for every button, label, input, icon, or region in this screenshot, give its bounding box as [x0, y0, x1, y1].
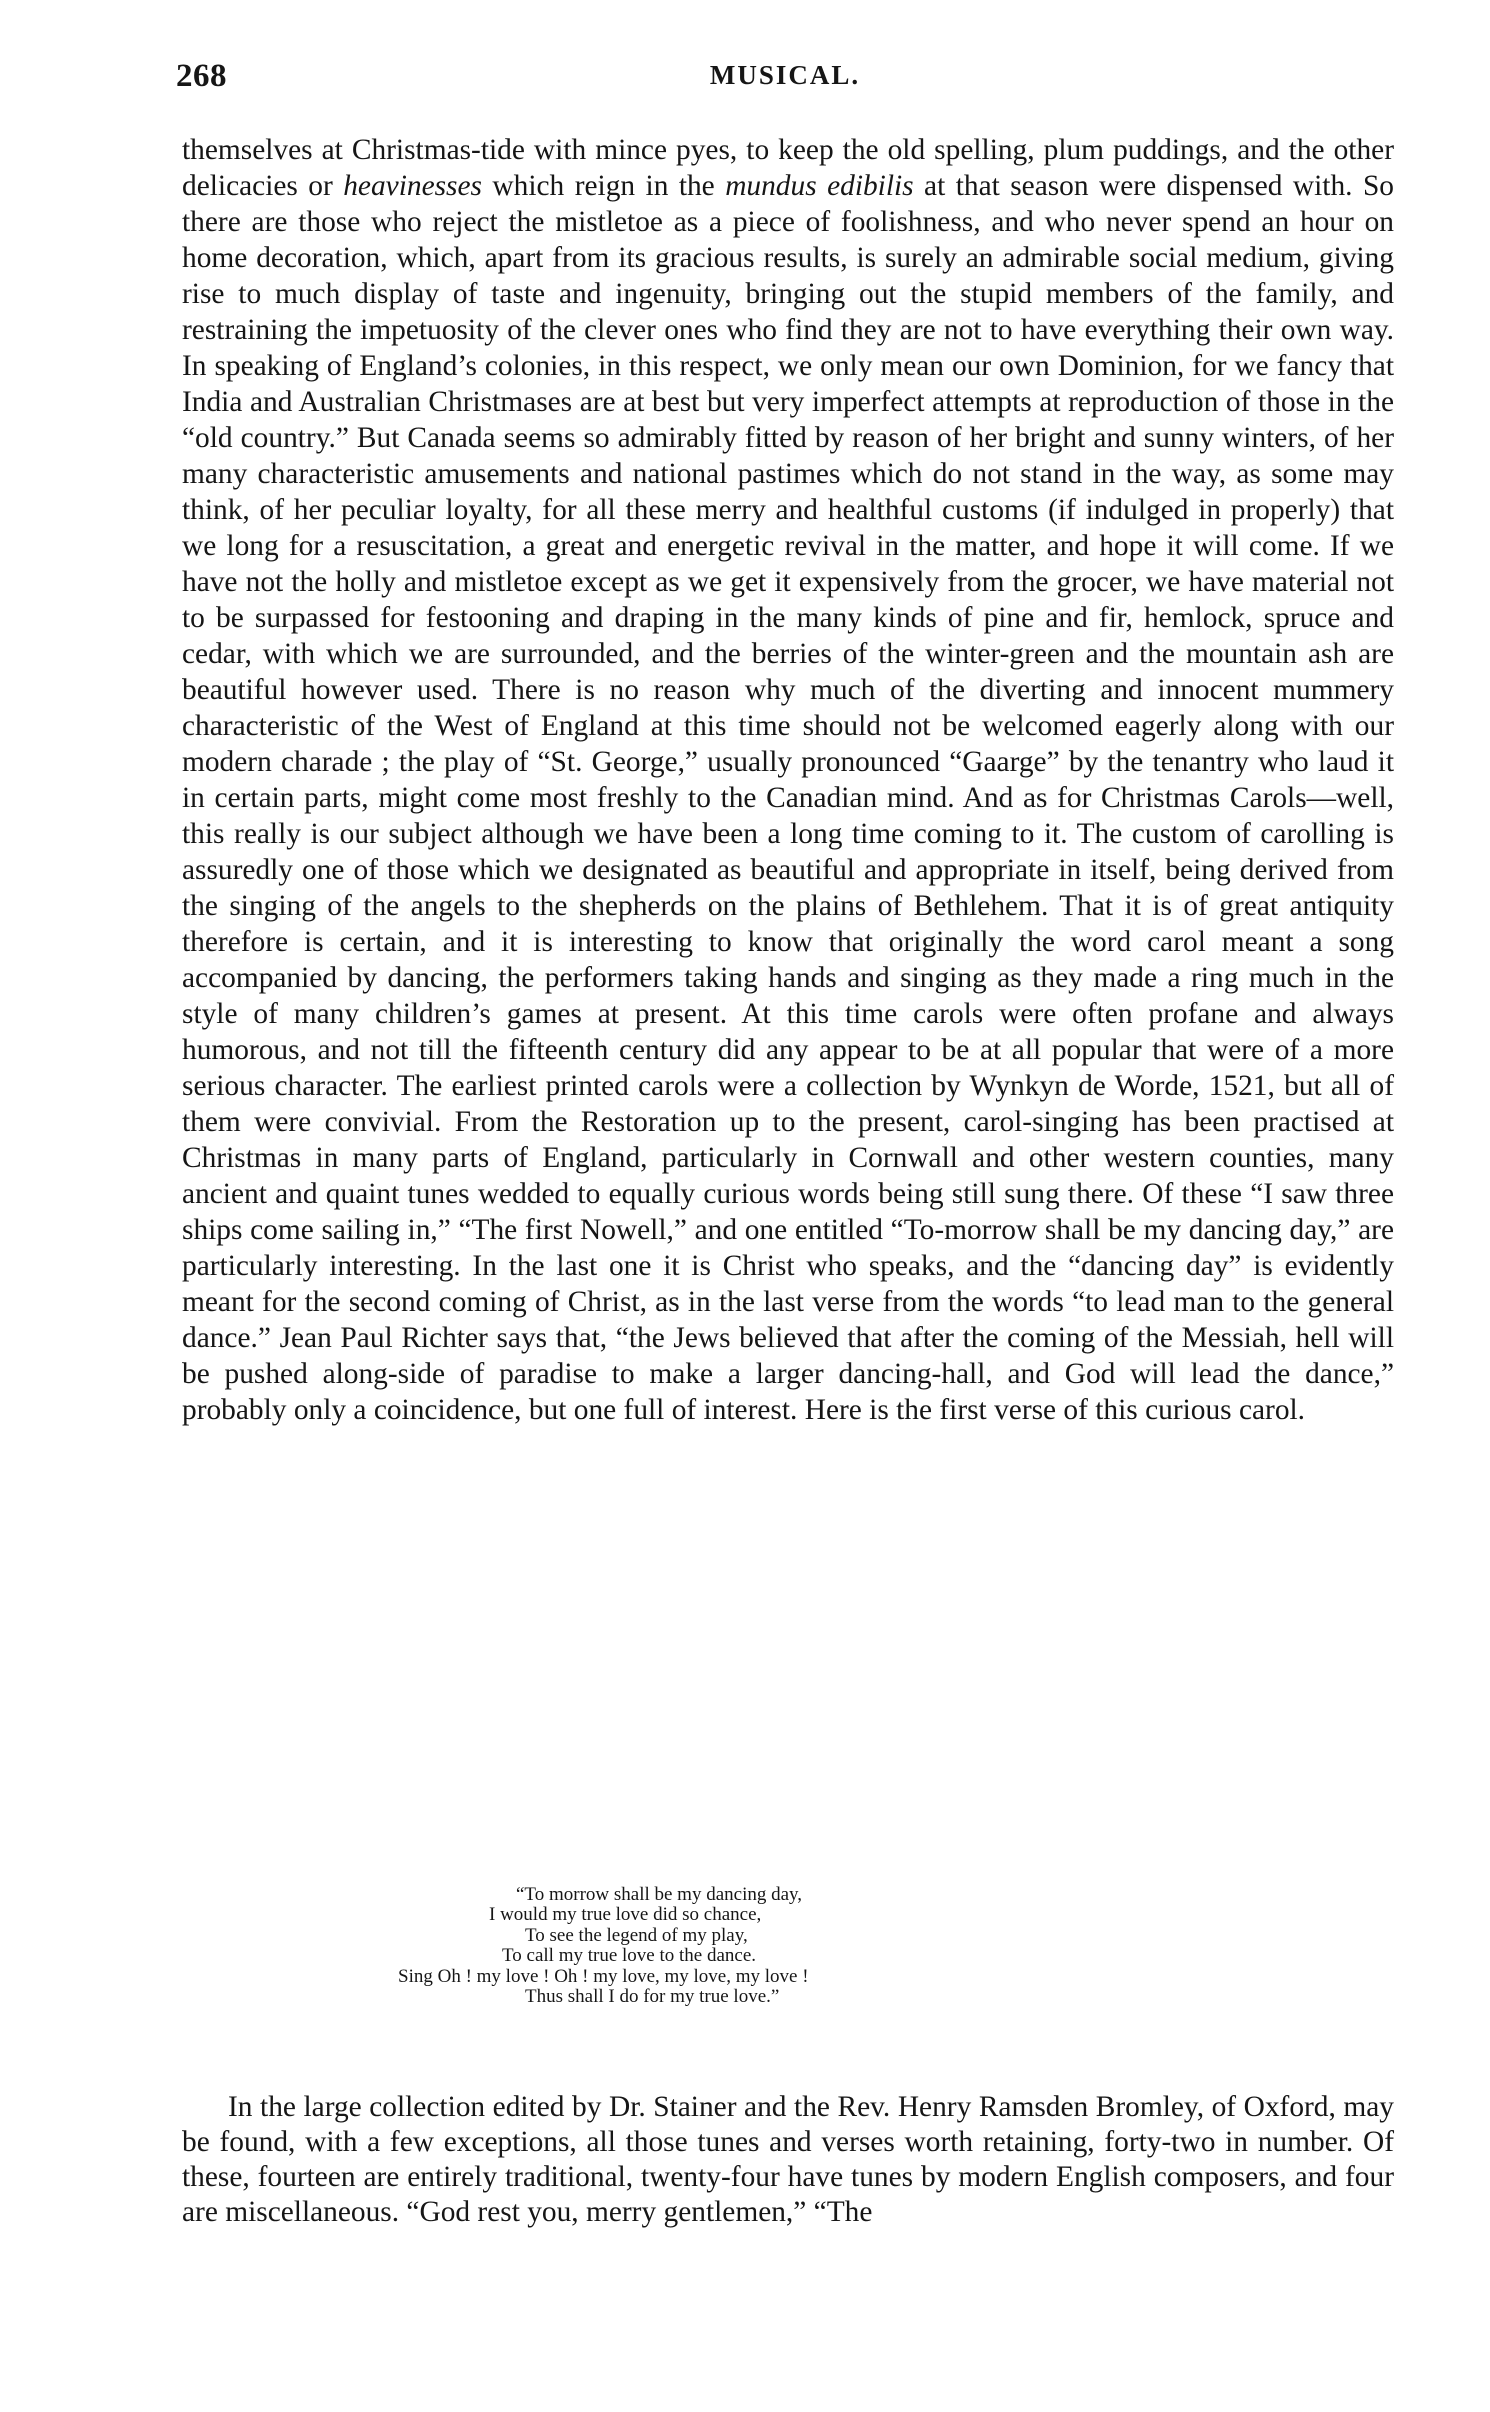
paragraph-2: In the large collection edited by Dr. Stainer and the Rev. Henry Ramsden Bromley, of Oxford, may be found, with a few exceptions, all those tunes and verses worth retaining, forty-two in number. Of these, fourteen are entirely traditional, twenty-four have tunes by modern English composers, and four are miscellaneous. “God rest you, merry gentlemen,” “The	[182, 2091, 1394, 2228]
poem-line: I would my true love did so chance,	[489, 1904, 762, 1926]
poem-line: To see the legend of my play,	[525, 1924, 748, 1946]
italic-mundus-edibilis: mundus edibilis	[725, 170, 914, 202]
poem-line: Sing Oh ! my love ! Oh ! my love, my love, my love !	[398, 1965, 809, 1987]
paragraph-1-part-3: at that season were dispensed with. So there are those who reject the mistletoe as a piece of foolishness, and who never spend an hour on home decoration, which, apart from its gracious results, is surely an admirable social medium, giving rise to much display of taste and ingenuity, bringing out the stupid members of the family, and restraining the impetuosity of the clever ones who find they are not to have everything their own way. In speaking of England’s colonies, in this respect, we only mean our own Dominion, for we fancy that India and Australian Christmases are at best but very imperfect attempts at reproduction of those in the “old country.” But Canada seems so admirably fitted by reason of her bright and sunny winters, of her many characteristic amusements and national pastimes which do not stand in the way, as some may think, of her peculiar loyalty, for all these merry and healthful customs (if indulged in properly) that we long for a resuscitation, a great and energetic revival in the matter, and hope it will come. If we have not the holly and mistletoe except as we get it expensively from the grocer, we have material not to be surpassed for festooning and draping in the many kinds of pine and fir, hemlock, spruce and cedar, with which we are surrounded, and the berries of the winter-green and the mountain ash are beautiful however used. There is no reason why much of the diverting and innocent mummery characteristic of the West of England at this time should not be welcomed eagerly along with our modern charade ; the play of “St. George,” usually pronounced “Gaarge” by the tenantry who laud it in certain parts, might come most freshly to the Canadian mind. And as for Christmas Carols—well, this really is our subject although we have been a long time coming to it. The custom of carolling is assuredly one of those which we designated as beautiful and appropriate in itself, being derived from the singing of the angels to the shepherds on the plains of Bethlehem. That it is of great antiquity therefore is certain, and it is interesting to know that originally the word carol meant a song accompanied by dancing, the performers taking hands and singing as they made a ring much in the style of many children’s games at present. At this time carols were often profane and always humorous, and not till the fifteenth century did any appear to be at all popular that were of a more serious character. The earliest printed carols were a collection by Wynkyn de Worde, 1521, but all of them were convivial. From the Restoration up to the present, carol-singing has been practised at Christmas in many parts of England, particularly in Cornwall and other western counties, many ancient and quaint tunes wedded to equally curious words being still sung there. Of these “I saw three ships come sailing in,” “The first Nowell,” and one entitled “To-morrow shall be my dancing day,” are particularly interesting. In the last one it is Christ who speaks, and the “dancing day” is evidently meant for the second coming of Christ, as in the last verse from the words “to lead man to the general dance.” Jean Paul Richter says that, “the Jews believed that after the coming of the Messiah, hell will be pushed along-side of paradise to make a larger dancing-hall, and God will lead the dance,” probably only a coincidence, but one full of interest. Here is the first verse of this curious carol.	[182, 170, 1394, 1426]
paragraph-1-part-1: themselves at Christmas-tide with mince pyes, to keep the old spelling, plum puddings, and the other delicacies or	[182, 134, 1394, 202]
poem-line: To call my true love to the dance.	[502, 1945, 757, 1967]
body-text-continued	[182, 2090, 1394, 2230]
paragraph-1-part-2: which reign in the	[481, 170, 726, 202]
italic-heavinesses: heavinesses	[343, 170, 482, 202]
body-text	[182, 132, 1394, 1860]
carol-verse	[398, 1885, 1098, 2007]
paragraph-1	[182, 132, 1394, 1860]
running-head: MUSICAL.	[709, 60, 861, 90]
page-header	[176, 58, 1394, 102]
poem-line: “To morrow shall be my dancing day,	[516, 1884, 803, 1905]
poem-line: Thus shall I do for my true love.”	[525, 1986, 780, 2008]
page-number: 268	[176, 58, 227, 94]
